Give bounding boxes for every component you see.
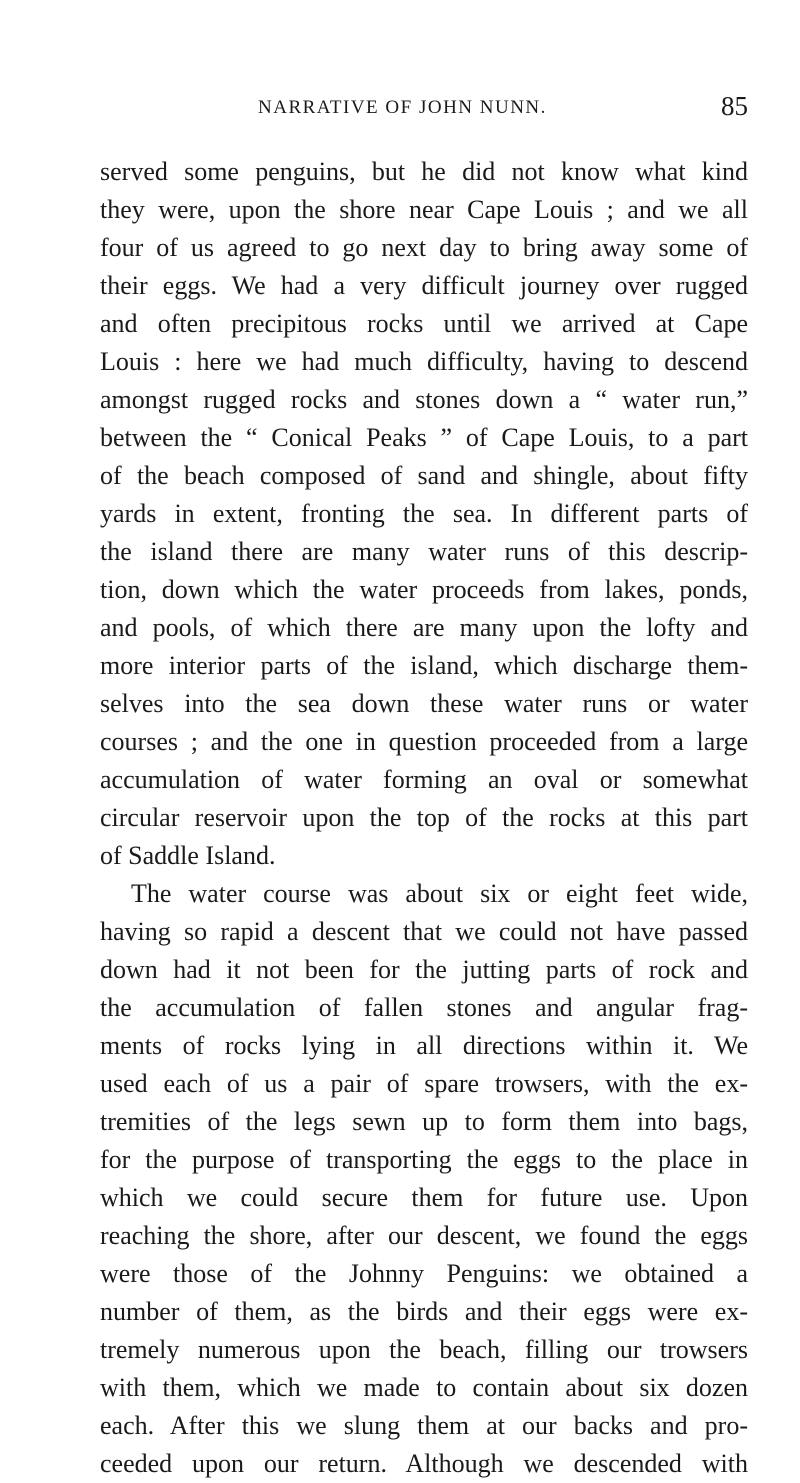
text-line: they were, upon the shore near Cape Louis ; and we all: [100, 195, 748, 224]
text-line: for the purpose of transporting the eggs to the place in: [100, 1145, 748, 1174]
page-number: 85: [721, 91, 748, 121]
text-line: reaching the shore, after our descent, we found the eggs: [100, 1221, 748, 1250]
text-line: with them, which we made to contain about six dozen: [100, 1373, 748, 1402]
paragraph-end-line: of Saddle Island.: [100, 841, 276, 870]
text-line: more interior parts of the island, which discharge them-: [100, 651, 748, 680]
text-line: of the beach composed of sand and shingle, about fifty: [100, 461, 748, 490]
text-line: tion, down which the water proceeds from lakes, ponds,: [100, 575, 748, 604]
paragraph-start-line: The water course was about six or eight feet wide,: [131, 879, 748, 908]
text-line: accumulation of water forming an oval or somewhat: [100, 765, 748, 794]
text-line: yards in extent, fronting the sea. In different parts of: [100, 499, 748, 528]
text-line: the island there are many water runs of this descrip-: [100, 537, 748, 566]
text-line: between the “ Conical Peaks ” of Cape Louis, to a part: [100, 423, 748, 452]
running-title: NARRATIVE OF JOHN NUNN.: [258, 97, 547, 118]
text-line: having so rapid a descent that we could not have passed: [100, 917, 748, 946]
text-line: selves into the sea down these water runs or water: [100, 689, 748, 718]
text-line: served some penguins, but he did not know what kind: [100, 157, 748, 186]
text-line: ceeded upon our return. Although we descended with: [100, 1449, 748, 1478]
running-head: [100, 91, 748, 127]
text-line: tremities of the legs sewn up to form them into bags,: [100, 1107, 748, 1136]
text-line: and often precipitous rocks until we arrived at Cape: [100, 309, 748, 338]
text-line: Louis : here we had much difficulty, having to descend: [100, 347, 748, 376]
text-line: ments of rocks lying in all directions within it. We: [100, 1031, 748, 1060]
text-line: down had it not been for the jutting parts of rock and: [100, 955, 748, 984]
text-line: which we could secure them for future use. Upon: [100, 1183, 748, 1212]
text-line: four of us agreed to go next day to bring away some of: [100, 233, 748, 262]
text-line: were those of the Johnny Penguins: we obtained a: [100, 1259, 748, 1288]
text-line: amongst rugged rocks and stones down a “ water run,”: [100, 385, 748, 414]
text-line: and pools, of which there are many upon the lofty and: [100, 613, 748, 642]
text-line: courses ; and the one in question proceeded from a large: [100, 727, 748, 756]
text-line: each. After this we slung them at our backs and pro-: [100, 1411, 748, 1440]
body-text: [100, 153, 748, 1483]
text-line: their eggs. We had a very difficult journey over rugged: [100, 271, 748, 300]
text-line: the accumulation of fallen stones and angular frag-: [100, 993, 748, 1022]
text-line: used each of us a pair of spare trowsers, with the ex-: [100, 1069, 748, 1098]
text-line: tremely numerous upon the beach, filling our trowsers: [100, 1335, 748, 1364]
text-line: number of them, as the birds and their eggs were ex-: [100, 1297, 748, 1326]
text-line: circular reservoir upon the top of the rocks at this part: [100, 803, 748, 832]
